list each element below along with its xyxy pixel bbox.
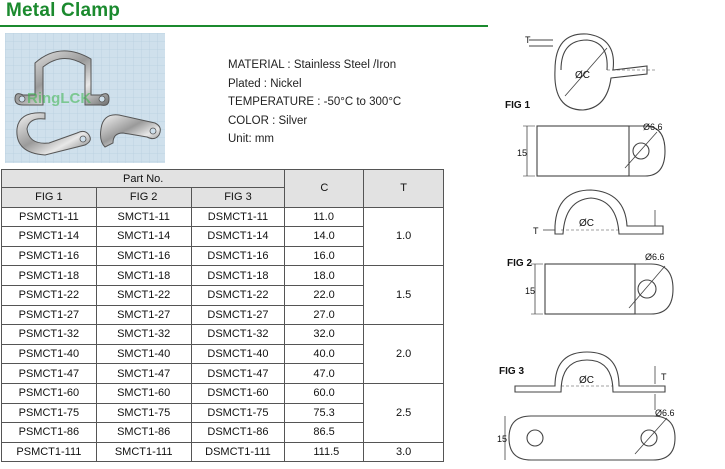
- fig1-hole-dimension: Ø6.6: [643, 122, 663, 132]
- fig3-width-dimension: 15: [497, 434, 508, 444]
- fig1-part: PSMCT1-22: [2, 285, 97, 305]
- c-value: 22.0: [285, 285, 364, 305]
- fig2-part: SMCT1-86: [96, 423, 191, 443]
- fig2-t-dimension: T: [533, 226, 539, 236]
- fig1-part: PSMCT1-32: [2, 325, 97, 345]
- c-value: 11.0: [285, 207, 364, 227]
- spec-material: MATERIAL : Stainless Steel /Iron: [228, 59, 397, 71]
- fig2-part: SMCT1-18: [96, 266, 191, 286]
- c-value: 14.0: [285, 227, 364, 247]
- fig1-part: PSMCT1-111: [2, 442, 97, 462]
- fig2-part: SMCT1-40: [96, 344, 191, 364]
- photo-watermark: RingLCK: [27, 90, 92, 107]
- c-value: 60.0: [285, 383, 364, 403]
- fig3-part: DSMCT1-60: [191, 383, 285, 403]
- fig3-header: FIG 3: [191, 188, 285, 208]
- fig1-c-dimension: ØC: [575, 70, 590, 81]
- fig1-part: PSMCT1-14: [2, 227, 97, 247]
- fig3-part: DSMCT1-111: [191, 442, 285, 462]
- table-row: [2, 207, 444, 227]
- fig2-profile-drawing: [543, 190, 663, 234]
- table-row: [2, 383, 444, 403]
- part-no-header: Part No.: [2, 170, 285, 188]
- page-title: Metal Clamp: [6, 0, 121, 21]
- fig1-width-dimension: 15: [517, 148, 528, 158]
- fig2-part: SMCT1-11: [96, 207, 191, 227]
- fig1-plan-drawing: [523, 126, 665, 176]
- spec-unit: Unit: mm: [228, 133, 274, 145]
- fig1-label: FIG 1: [505, 100, 531, 111]
- t-value: 3.0: [364, 442, 444, 462]
- fig2-part: SMCT1-22: [96, 285, 191, 305]
- c-value: 18.0: [285, 266, 364, 286]
- fig3-plan-drawing: [505, 416, 675, 460]
- fig2-plan-drawing: [531, 264, 673, 314]
- spec-plated: Plated : Nickel: [228, 77, 302, 90]
- fig2-part: SMCT1-32: [96, 325, 191, 345]
- fig3-part: DSMCT1-11: [191, 207, 285, 227]
- spec-color: COLOR : Silver: [228, 114, 308, 127]
- title-divider: [0, 25, 488, 27]
- c-value: 86.5: [285, 423, 364, 443]
- fig1-header: FIG 1: [2, 188, 97, 208]
- c-value: 32.0: [285, 325, 364, 345]
- product-photo: [5, 33, 165, 163]
- fig3-label: FIG 3: [499, 366, 525, 377]
- figure-drawings: [495, 30, 725, 469]
- t-value: 1.5: [364, 266, 444, 325]
- fig1-part: PSMCT1-86: [2, 423, 97, 443]
- fig2-part: SMCT1-14: [96, 227, 191, 247]
- t-value: 2.0: [364, 325, 444, 384]
- fig1-part: PSMCT1-18: [2, 266, 97, 286]
- fig1-part: PSMCT1-75: [2, 403, 97, 423]
- fig3-t-dimension: T: [661, 372, 667, 382]
- fig2-hole-dimension: Ø6.6: [645, 252, 665, 262]
- fig2-part: SMCT1-27: [96, 305, 191, 325]
- fig3-part: DSMCT1-27: [191, 305, 285, 325]
- fig2-part: SMCT1-60: [96, 383, 191, 403]
- c-value: 47.0: [285, 364, 364, 384]
- c-value: 111.5: [285, 442, 364, 462]
- fig3-part: DSMCT1-75: [191, 403, 285, 423]
- fig3-c-dimension: ØC: [579, 375, 594, 386]
- fig1-part: PSMCT1-60: [2, 383, 97, 403]
- fig2-width-dimension: 15: [525, 286, 536, 296]
- c-value: 40.0: [285, 344, 364, 364]
- fig3-part: DSMCT1-18: [191, 266, 285, 286]
- c-header: C: [285, 170, 364, 208]
- spec-list: [228, 56, 401, 149]
- fig1-part: PSMCT1-11: [2, 207, 97, 227]
- fig1-part: PSMCT1-27: [2, 305, 97, 325]
- fig2-part: SMCT1-16: [96, 246, 191, 266]
- fig3-part: DSMCT1-14: [191, 227, 285, 247]
- fig3-part: DSMCT1-32: [191, 325, 285, 345]
- table-row: [2, 442, 444, 462]
- fig3-part: DSMCT1-47: [191, 364, 285, 384]
- fig2-header: FIG 2: [96, 188, 191, 208]
- t-header: T: [364, 170, 444, 208]
- fig3-part: DSMCT1-40: [191, 344, 285, 364]
- fig2-part: SMCT1-111: [96, 442, 191, 462]
- table-row: [2, 325, 444, 345]
- fig1-profile-drawing: [529, 34, 655, 110]
- fig1-part: PSMCT1-40: [2, 344, 97, 364]
- spec-temperature: TEMPERATURE : -50°C to 300°C: [228, 96, 402, 108]
- t-value: 2.5: [364, 383, 444, 442]
- fig2-label: FIG 2: [507, 258, 533, 269]
- c-value: 16.0: [285, 246, 364, 266]
- fig3-hole-dimension: Ø6.6: [655, 408, 675, 418]
- fig3-part: DSMCT1-86: [191, 423, 285, 443]
- fig3-part: DSMCT1-16: [191, 246, 285, 266]
- fig2-part: SMCT1-75: [96, 403, 191, 423]
- fig1-t-dimension: T: [525, 35, 531, 45]
- fig2-part: SMCT1-47: [96, 364, 191, 384]
- fig3-part: DSMCT1-22: [191, 285, 285, 305]
- fig1-part: PSMCT1-16: [2, 246, 97, 266]
- table-row: [2, 266, 444, 286]
- c-value: 27.0: [285, 305, 364, 325]
- parts-table: [1, 169, 444, 462]
- c-value: 75.3: [285, 403, 364, 423]
- t-value: 1.0: [364, 207, 444, 266]
- fig1-part: PSMCT1-47: [2, 364, 97, 384]
- fig2-c-dimension: ØC: [579, 218, 594, 229]
